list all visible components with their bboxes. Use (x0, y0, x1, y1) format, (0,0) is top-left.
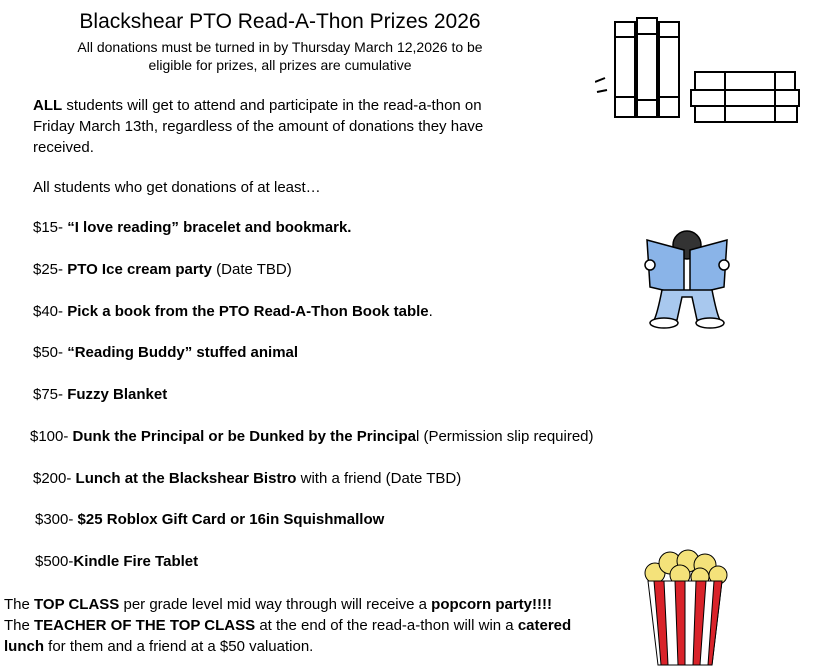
text-segment: with a friend (Date TBD) (296, 470, 462, 487)
text-segment: $75- (33, 386, 68, 403)
prize-item (33, 342, 298, 363)
books-illustration (595, 12, 805, 127)
text-segment: catered (517, 617, 572, 634)
text-segment: Pick a book from the PTO Read-A-Thon Book table (67, 303, 429, 320)
text-segment: Lunch at the Blackshear Bistro (75, 470, 297, 487)
text-segment: $25- (33, 261, 68, 278)
intro-paragraph (33, 95, 483, 158)
text-segment: Kindle Fire Tablet (73, 553, 199, 570)
page-title: Blackshear PTO Read-A-Thon Prizes 2026 (79, 10, 481, 33)
text-segment: lunch (4, 638, 44, 655)
text-segment: $100- (30, 428, 73, 445)
prize-item (33, 384, 167, 405)
text-segment: “Reading Buddy” stuffed animal (67, 344, 299, 361)
text-segment: l (Permission slip required) (415, 428, 594, 445)
text-segment: $15- (33, 219, 68, 236)
intro-line-1: students will get to attend and participate in the read-a-thon on (62, 97, 482, 114)
text-segment: The (4, 596, 35, 613)
text-segment: Fuzzy Blanket (67, 386, 168, 403)
reading-child-illustration (642, 225, 732, 330)
prize-item (30, 426, 594, 447)
text-segment: TOP CLASS (34, 596, 120, 613)
text-segment: $50- (33, 344, 68, 361)
prize-item (33, 468, 461, 489)
text-segment: $500- (35, 553, 74, 570)
prize-item (35, 551, 198, 572)
intro-line-2: Friday March 13th, regardless of the amount of donations they have (33, 118, 484, 135)
subtitle-line-2: eligible for prizes, all prizes are cumulative (148, 57, 412, 73)
prize-item (33, 217, 351, 238)
lead-text: All students who get donations of at least… (33, 179, 321, 196)
text-segment: $300- (35, 511, 78, 528)
text-segment: for them and a friend at a $50 valuation. (44, 638, 314, 655)
intro-line-3: received. (33, 139, 94, 156)
prize-item (33, 259, 292, 280)
text-segment: PTO Ice cream party (67, 261, 213, 278)
popcorn-illustration (640, 545, 730, 667)
text-segment: $200- (33, 470, 76, 487)
text-segment: at the end of the read-a-thon will win a (255, 617, 518, 634)
text-segment: Dunk the Principal or be Dunked by the Principa (72, 428, 416, 445)
text-segment: “I love reading” bracelet and bookmark. (67, 219, 352, 236)
prize-item (35, 509, 384, 530)
text-segment: per grade level mid way through will receive a (119, 596, 432, 613)
text-segment: popcorn party!!!! (431, 596, 552, 613)
text-segment: (Date TBD) (212, 261, 292, 278)
text-segment: TEACHER OF THE TOP CLASS (34, 617, 256, 634)
intro-bold: ALL (33, 97, 63, 114)
subtitle-line-1: All donations must be turned in by Thursday March 12,2026 to be (77, 39, 483, 55)
text-segment: $40- (33, 303, 68, 320)
text-segment: $25 Roblox Gift Card or 16in Squishmallow (77, 511, 385, 528)
text-segment: The (4, 617, 35, 634)
footer-paragraph (4, 594, 571, 657)
prize-item (33, 301, 433, 322)
text-segment: . (428, 303, 433, 320)
